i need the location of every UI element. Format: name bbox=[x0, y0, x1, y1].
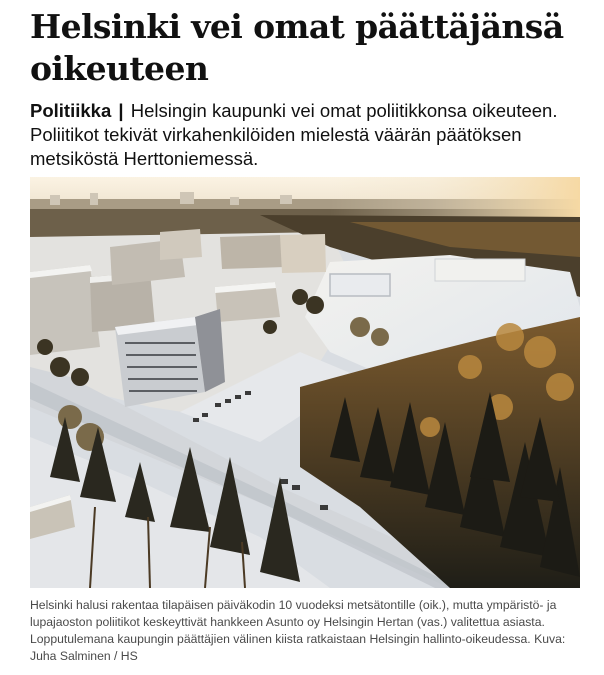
article-headline: Helsinki vei omat päättäjänsä oikeuteen bbox=[30, 7, 564, 88]
article-photo[interactable] bbox=[30, 177, 580, 588]
section-label[interactable]: Politiikka bbox=[30, 100, 112, 121]
photo-credit: Kuva: Juha Salminen / HS bbox=[30, 632, 566, 663]
section-separator: | bbox=[118, 100, 124, 121]
article-lead bbox=[30, 99, 580, 171]
photo-caption bbox=[30, 597, 582, 665]
article-header bbox=[30, 6, 580, 171]
caption-text: Helsinki halusi rakentaa tilapäisen päiväkodin 10 vuodeksi metsätontille (oik.), mutta ympäristö- ja lupajaoston poliitikot keskeyttivät hankkeen Asunto oy Helsingin Hertan (vas.) valitettua asiasta. Lopputulemana kaupungin päättäjien välinen kiista ratkaistaan Helsingin hallinto-oikeudessa. bbox=[30, 598, 557, 646]
lead-text: Helsingin kaupunki vei omat poliitikkonsa oikeuteen. Poliitikot tekivät virkahenkilöiden mielestä väärän päätöksen metsiköstä Herttoniemessä. bbox=[30, 100, 558, 169]
aerial-winter-illustration bbox=[30, 177, 580, 588]
